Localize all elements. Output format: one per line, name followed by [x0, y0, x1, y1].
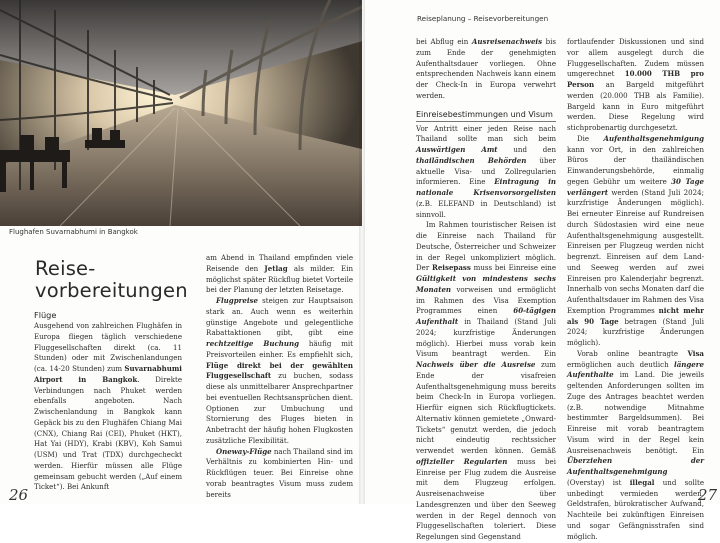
paragraph: Ausgehend von zahlreichen Flughäfen in Europa fliegen täglich verschiedene Fluggesellschaften direkt (ca. 11 Stunden) oder mit Zwischenlandungen (ca. 14-20 Stunden) zum Suvarnabhumi Airport in Bangkok. Direkte Verbindungen nach Phuket werden ebenfalls angeboten. Nach Zwischenlandung in Bangkok kann Gepäck bis zu den Flughäfen Chiang Mai (CNX), Chiang Rai (CEI), Phuket (HKT), Hat Yai (HDY), Krabi (KBV), Koh Samui (USM) und Trat (TDX) durchgecheckt werden. Hierfür müssen alle Flüge gemeinsam gebucht werden („Auf einem Ticket“). Bei Ankunft — [34, 321, 182, 492]
paragraph: Flugpreise steigen zur Hauptsaison stark an. Auch wenn es weiterhin günstige Angebote und gelegentliche Rabattaktionen gibt, gibt eine rechtzeitige Buchung häufig mit Preisvorteilen einher. Es empfiehlt sich, Flüge direkt bei der gewählten Fluggesellschaft zu buchen, sodass diese als unmittelbarer Ansprechpartner bei eventuellen Rechtsansprüchen dient. Optionen zur Umbuchung und Stornierung des Fluges bieten in Anbetracht der häufig hohen Flugkosten zusätzliche Flexibilität. — [206, 296, 353, 445]
paragraph: Im Rahmen touristischer Reisen ist die Einreise nach Thailand für Deutsche, Österreicher und Schweizer in der Regel unkompliziert möglich. Der Reisepass muss bei Einreise eine Gültigkeit von mindestens sechs Monaten vorweisen und ermöglicht im Rahmen des Visa Exemption Programmes einen 60-tägigen Aufenthalt in Thailand (Stand Juli 2024; kurzfristige Änderungen möglich). Hierbei muss vorab kein Visum beantragt werden. Ein Nachweis über die Ausreise zum Ende der visafreien Aufenthaltsgenehmigung muss bereits beim Check-In in Europa vorliegen. Hierfür eignen sich Rückflugtickets. Alternativ können gemietete „Onward-Tickets“ genutzt werden, die jedoch nicht eindeutig rechtssicher verwendet werden können. Gemäß offizieller Regularien muss bei Einreise per Flug zudem die Ausreise mit dem Flugzeug erfolgen. Ausreisenachweise über Landesgrenzen und über den Seeweg werden in der Regel dennoch von Fluggesellschaften toleriert. Diese Regelungen sind Gegenstand — [416, 220, 556, 541]
paragraph: bei Abflug ein Ausreisenachweis bis zum Ende der genehmigten Aufenthaltsdauer vorliegen. Ohne entsprechenden Nachweis kann einem der Check-In in Europa verwehrt werden. — [416, 37, 557, 100]
page-number-left: 26 — [9, 486, 29, 504]
section-heading-visum: Einreisebestimmungen und Visum — [416, 109, 556, 122]
photo-caption: Flughafen Suvarnabhumi in Bangkok — [9, 228, 138, 236]
chapter-title — [35, 258, 188, 302]
text-column-2 — [206, 253, 353, 500]
page-number-right: 27 — [698, 486, 718, 504]
paragraph: Oneway-Flüge nach Thailand sind im Verhältnis zu kombinierten Hin- und Rückflügen teuer. Bei Einreise ohne vorab beantragtes Visum muss zudem bereits — [206, 446, 353, 499]
text-column-3 — [416, 37, 556, 543]
right-page — [362, 0, 720, 541]
airport-terminal-photo — [0, 0, 366, 226]
book-gutter — [359, 0, 365, 504]
paragraph: am Abend in Thailand empfinden viele Reisende den Jetlag als milder. Ein möglichst später Rückflug bietet Vorteile bei der Planung der letzten Reisetage. — [206, 253, 353, 295]
text-column-4 — [567, 37, 704, 542]
paragraph: Vorab online beantragte Visa ermöglichen auch deutlich längere Aufenthalte im Land. Die jeweils geltenden Anforderungen sollten im Zuge des Antrages beachtet werden (z.B. notwendige Mitnahme bestimmter Bargeldsummen). Bei Einreise mit vorab beantragtem Visum wird in der Regel kein Ausreisenachweis benötigt. Ein Überziehen der Aufenthaltsgenehmigung (Overstay) ist illegal und sollte unbedingt vermieden werden. Geldstrafen, bürokratischer Aufwand, Nachteile bei zukünftigen Einreisen und sogar Gefängnisstrafen sind möglich. — [567, 348, 705, 541]
paragraph: Die Aufenthaltsgenehmigung kann vor Ort, in den zahlreichen Büros der thailändischen Einwanderungsbehörde, einmalig gegen Gebühr um weitere 30 Tage verlängert werden (Stand Juli 2024; kurzfristige Änderungen möglich). Bei erneuter Einreise auf Rundreisen durch Südostasien wird eine neue Aufenthaltsgenehmigung ausgestellt. Einreisen per Flugzeug werden nicht begrenzt. Einreisen auf dem Land- und Seeweg werden auf zwei Einreisen pro Kalenderjahr begrenzt. Innerhalb von sechs Monaten darf die Aufenthaltsdauer im Rahmen des Visa Exemption Programmes nicht mehr als 90 Tage betragen (Stand Juli 2024; kurzfristige Änderungen möglich). — [567, 133, 704, 347]
paragraph: fortlaufender Diskussionen und sind vor allem ausgelegt durch die Fluggesellschaften. Zudem müssen umgerechnet 10.000 THB pro Person an Bargeld mitgeführt werden (20.000 THB als Familie). Bargeld kann in Euro mitgeführt werden. Diese Regelung wird stichprobenartig durchgesetzt. — [567, 37, 704, 132]
chapter-title-line1: Reise- — [35, 257, 96, 280]
paragraph: Vor Antritt einer jeden Reise nach Thailand sollte man sich beim Auswärtigen Amt und den thailändischen Behörden über aktuelle Visa- und Zollregularien informieren. Eine Eintragung in nationale Krisenvorsorgelisten (z.B. ELEFAND in Deutschland) ist sinnvoll. — [416, 123, 556, 219]
chapter-title-line2: vorbereitungen — [35, 279, 188, 302]
airport-terminal-illustration — [0, 0, 366, 226]
running-head: Reiseplanung – Reisevorbereitungen — [417, 14, 549, 23]
text-column-1 — [34, 321, 182, 493]
left-page — [0, 0, 362, 504]
section-heading-fluege: Flüge — [34, 310, 57, 320]
